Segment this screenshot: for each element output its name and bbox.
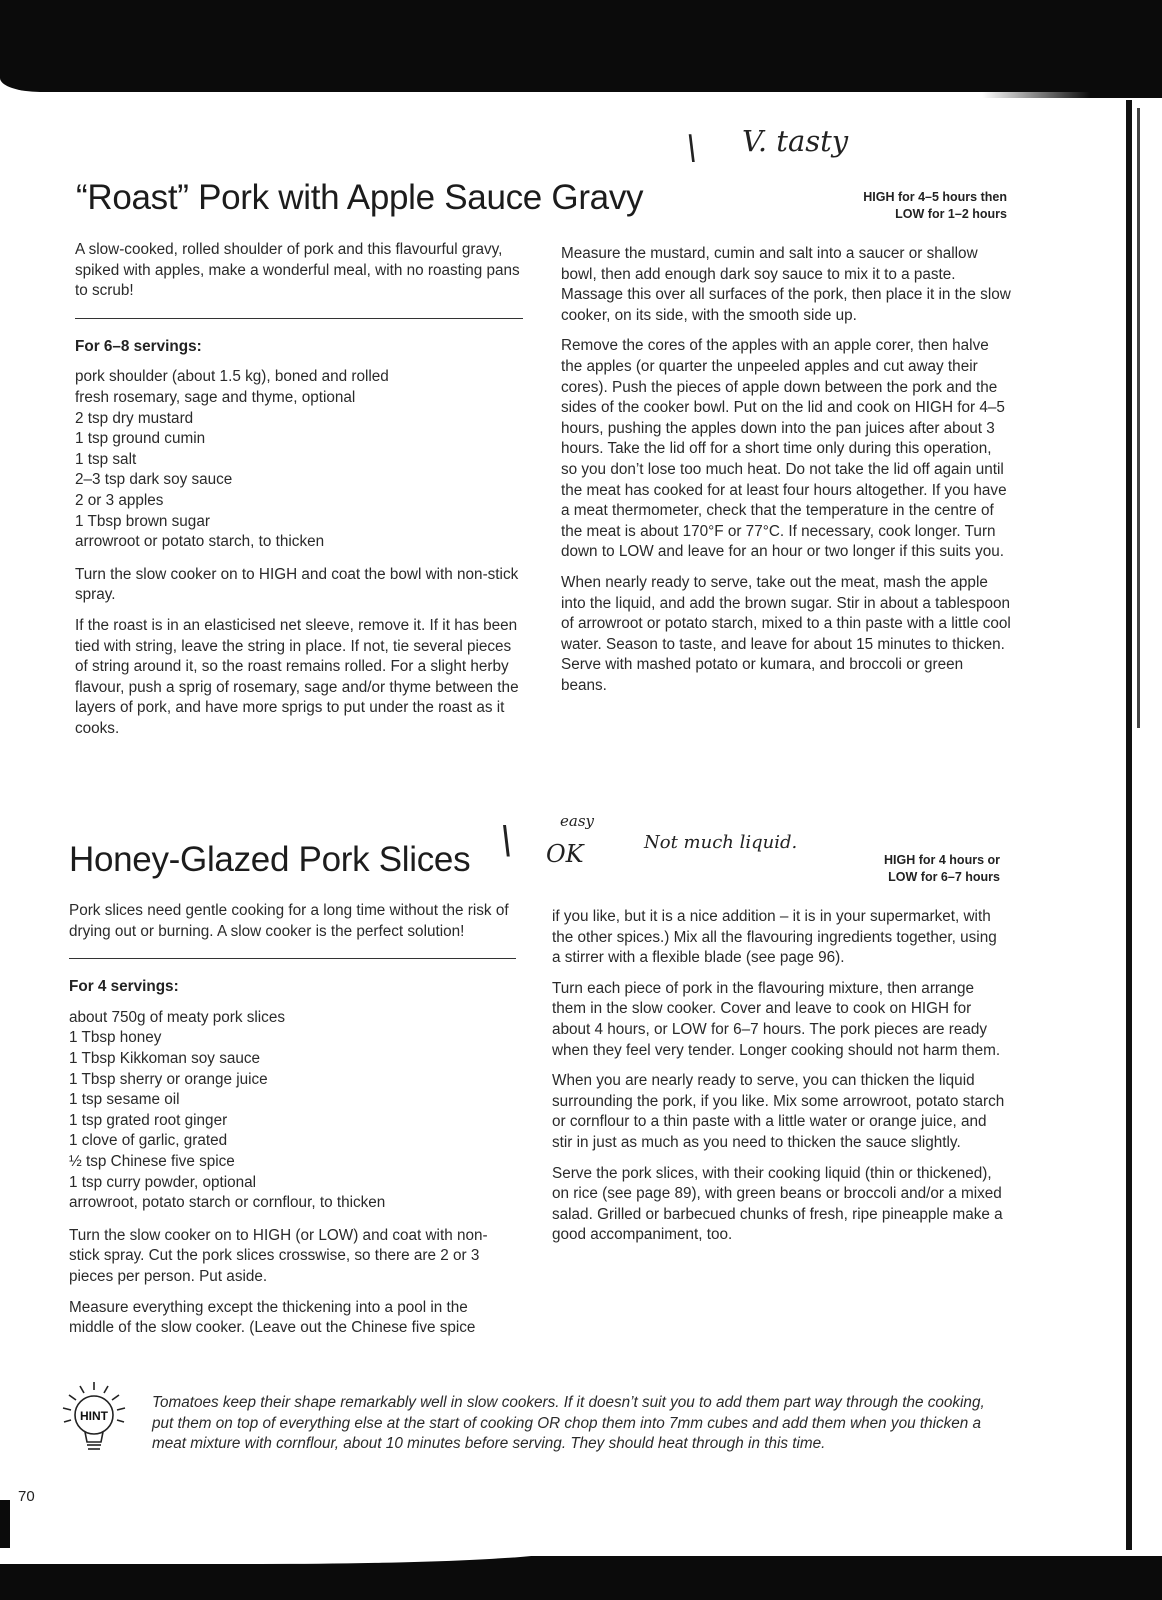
handwritten-note-easy: easy [560, 812, 594, 830]
ingredient: 1 Tbsp Kikkoman soy sauce [69, 1049, 261, 1067]
ingredient: arrowroot, potato starch or cornflour, to thicken [69, 1194, 386, 1212]
ingredient: 1 tsp salt [75, 450, 137, 468]
scan-border-right-inner [1137, 108, 1140, 728]
ingredient-list [75, 367, 523, 552]
recipe-title: “Roast” Pork with Apple Sauce Gravy [76, 178, 644, 217]
method-paragraph: When you are nearly ready to serve, you can thicken the liquid surrounding the pork, if you like. Mix some arrowroot, potato starch or cornflour to a thin paste with a little water or orange juice, and stir in just as much as you need to thicken the sauce slightly. [552, 1072, 1005, 1151]
ingredient: pork shoulder (about 1.5 kg), boned and rolled [75, 368, 389, 386]
cook-time-line: LOW for 6–7 hours [888, 870, 1000, 884]
handwritten-note-ok: OK [546, 840, 584, 868]
divider [75, 318, 523, 319]
recipe-right-column [552, 907, 1007, 1256]
page-number: 70 [18, 1488, 35, 1505]
ingredient: about 750g of meaty pork slices [69, 1008, 285, 1026]
method-paragraph: When nearly ready to serve, take out the meat, mash the apple into the liquid, and add the brown sugar. Stir in about a tablespoon of arrowroot or potato starch, mixed to a thin paste with a little cool water. Season to taste, and leave for about 15 minutes to thicken. Serve with mashed potato or kumara, and broccoli or green beans. [561, 573, 1011, 694]
method-paragraph: Measure the mustard, cumin and salt into a saucer or shallow bowl, then add enough dark soy sauce to mix it to a paste. Massage this over all surfaces of the pork, then place it in the slow cooker, on its side, with the smooth side up. [561, 245, 1011, 324]
method-paragraph: Turn each piece of pork in the flavouring mixture, then arrange them in the slow cooker. Cover and leave to cook on HIGH for about 4 hours, or LOW for 6–7 hours. The pork pieces are ready when they feel very tender. Longer cooking should not harm them. [552, 979, 1001, 1059]
ingredient: 1 Tbsp brown sugar [75, 512, 210, 530]
ingredient: 2–3 tsp dark soy sauce [75, 471, 233, 489]
ingredient: 1 Tbsp honey [69, 1029, 162, 1047]
recipe-intro: Pork slices need gentle cooking for a long time without the risk of drying out or burning. A slow cooker is the perfect solution! [69, 902, 509, 940]
ingredient: 2 or 3 apples [75, 491, 164, 509]
ingredient: arrowroot or potato starch, to thicken [75, 533, 325, 551]
recipe-intro: A slow-cooked, rolled shoulder of pork and this flavourful gravy, spiked with apples, make a wonderful meal, with no roasting pans to scrub! [75, 241, 520, 300]
method-paragraph: Serve the pork slices, with their cooking liquid (thin or thickened), on rice (see page 89), with green beans or broccoli and/or a mixed salad. Grilled or barbecued chunks of fresh, ripe pineapple make a good accompaniment, too. [552, 1164, 1003, 1244]
ingredient: fresh rosemary, sage and thyme, optional [75, 388, 356, 406]
ingredient-list [69, 1008, 516, 1214]
method-paragraph: Turn the slow cooker on to HIGH and coat the bowl with non-stick spray. [75, 565, 519, 604]
ingredient: 1 tsp grated root ginger [69, 1111, 228, 1129]
handwritten-note-tasty: V. tasty [742, 124, 849, 158]
cook-time [884, 852, 1000, 886]
ingredient: 1 tsp curry powder, optional [69, 1173, 257, 1191]
servings-heading: For 4 servings: [69, 978, 179, 996]
method-paragraph: Remove the cores of the apples with an apple corer, then halve the apples (or quarter the unpeeled apples and cut away their cores). Push the pieces of apple down between the pork and the sides of the cooker bowl. Put on the lid and cook on HIGH for 4–5 hours, pushing the apples down into the pan juices after about 3 hours. Take the lid off for a short time only during this operation, so you don’t lose too much heat. Do not take the lid off again until the meat has cooked for at least four hours altogether. If you have a meat thermometer, check that the temperature in the centre of the meat is about 170°F or 77°C. If necessary, cook longer. Turn down to LOW and leave for an hour or two longer if this suits you. [561, 337, 1007, 561]
ingredient: 1 tsp ground cumin [75, 430, 206, 448]
ingredient: 1 tsp sesame oil [69, 1091, 180, 1109]
divider [69, 958, 516, 959]
ingredient: ½ tsp Chinese five spice [69, 1152, 235, 1170]
hint-lightbulb-icon [60, 1380, 128, 1456]
cook-time-line: HIGH for 4–5 hours then [863, 190, 1007, 204]
method-paragraph: If the roast is in an elasticised net sleeve, remove it. If it has been tied with string, leave the string in place. If not, tie several pieces of string around it, so the roast remains rolled. For a slight herby flavour, push a sprig of rosemary, sage and/or thyme between the layers of pork, and have more sprigs to put under the roast as it cooks. [75, 616, 519, 737]
handwritten-note-liquid: Not much liquid. [644, 832, 798, 853]
method-paragraph: Measure everything except the thickening into a pool in the middle of the slow cooker. (Leave out the Chinese five spice [69, 1298, 476, 1337]
recipe-left-column [75, 240, 523, 749]
method-paragraph: if you like, but it is a nice addition – it is in your supermarket, with the other spices.) Mix all the flavouring ingredients together, using a stirrer with a flexible blade (see page 96). [552, 908, 997, 967]
handwritten-tick-ok: \ [500, 818, 513, 862]
recipe-title: Honey-Glazed Pork Slices [69, 840, 471, 879]
scan-border-right [1126, 100, 1132, 1550]
hint-label: HINT [80, 1409, 108, 1423]
servings-heading: For 6–8 servings: [75, 337, 202, 355]
ingredient: 2 tsp dry mustard [75, 409, 194, 427]
ingredient: 1 clove of garlic, grated [69, 1132, 228, 1150]
recipe-right-column [561, 244, 1011, 706]
scan-border-top [0, 0, 1162, 92]
ingredient: 1 Tbsp sherry or orange juice [69, 1070, 268, 1088]
cook-time-line: LOW for 1–2 hours [895, 207, 1007, 221]
method-paragraph: Turn the slow cooker on to HIGH (or LOW) and coat with non-stick spray. Cut the pork slices crosswise, so there are 2 or 3 pieces per person. Put aside. [69, 1226, 488, 1285]
cook-time-line: HIGH for 4 hours or [884, 853, 1000, 867]
handwritten-tick-tasty: \ [686, 128, 698, 168]
recipe-left-column [69, 901, 516, 1349]
cook-time [863, 189, 1007, 223]
scan-border-top-tail [982, 80, 1162, 98]
hint-text: Tomatoes keep their shape remarkably well in slow cookers. If it doesn’t suit you to add them part way through the cooking, put them on top of everything else at the start of cooking OR chop them into 7mm cubes and add them when you thicken a meat mixture with cornflour, about 10 minutes before serving. They should heat through in this time. [152, 1394, 985, 1452]
